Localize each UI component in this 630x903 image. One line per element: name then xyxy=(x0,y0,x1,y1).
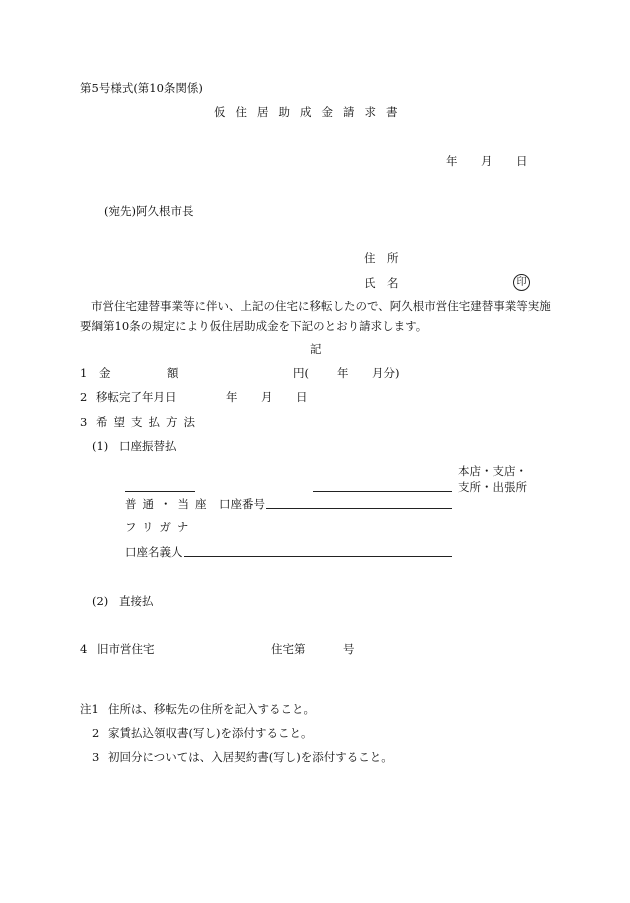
item2-number: 2 xyxy=(80,390,88,404)
document-title: 仮住居助成金請求書 xyxy=(214,105,408,119)
note-1-text: 住所は、移転先の住所を記入すること。 xyxy=(108,702,315,716)
addressee: (宛先)阿久根市長 xyxy=(104,204,194,218)
item1-number: 1 xyxy=(80,366,88,380)
account-number-line xyxy=(266,508,452,509)
note-3-number: 3 xyxy=(92,750,100,764)
date-day: 日 xyxy=(516,154,528,168)
item2-month: 月 xyxy=(261,390,273,404)
note-3-text: 初回分については、入居契約書(写し)を添付すること。 xyxy=(108,750,393,764)
form-number: 第5号様式(第10条関係) xyxy=(80,81,203,95)
account-holder-label: 口座名義人 xyxy=(125,545,183,559)
item2-day: 日 xyxy=(296,390,308,404)
direct-number: (2) xyxy=(92,594,109,608)
seal-mark: 印 xyxy=(513,274,530,291)
branch-name-line xyxy=(313,491,452,492)
address-label: 住 所 xyxy=(364,251,399,265)
item1-label-a: 金 xyxy=(99,366,111,380)
bank-name-line xyxy=(125,491,195,492)
account-number-label: 口座番号 xyxy=(219,497,265,511)
item4-go: 号 xyxy=(343,642,355,656)
furigana-label: フリガナ xyxy=(125,520,195,534)
item3-number: 3 xyxy=(80,415,88,429)
item4-house: 住宅第 xyxy=(271,642,306,656)
item1-label-b: 額 xyxy=(167,366,179,380)
item1-year: 年 xyxy=(337,366,349,380)
date-month: 月 xyxy=(481,154,493,168)
item1-month: 月分) xyxy=(372,366,400,380)
note-2-text: 家賃払込領収書(写し)を添付すること。 xyxy=(108,726,313,740)
note-1-number: 注1 xyxy=(80,702,99,716)
request-text: 市営住宅建替事業等に伴い、上記の住宅に移転したので、阿久根市営住宅建替事業等実施要綱第10条の規定により仮住居助成金を下記のとおり請求します。 xyxy=(80,299,551,333)
account-type: 普通・当座 xyxy=(125,497,213,511)
name-label: 氏 名 xyxy=(364,276,399,290)
branch-options-line2: 支所・出張所 xyxy=(458,480,527,494)
note-2-number: 2 xyxy=(92,726,100,740)
account-holder-line xyxy=(184,556,452,557)
branch-options-line1: 本店・支店・ xyxy=(458,464,527,478)
item4-number: 4 xyxy=(80,642,88,656)
transfer-label: 口座振替払 xyxy=(119,439,177,453)
item4-label: 旧市営住宅 xyxy=(97,642,155,656)
item1-yen: 円( xyxy=(293,366,309,380)
item2-label: 移転完了年月日 xyxy=(96,390,177,404)
item3-label: 希望支払方法 xyxy=(96,415,201,429)
ki-heading: 記 xyxy=(310,342,322,356)
direct-label: 直接払 xyxy=(119,594,154,608)
date-year: 年 xyxy=(446,154,458,168)
transfer-number: (1) xyxy=(92,439,109,453)
item2-year: 年 xyxy=(226,390,238,404)
